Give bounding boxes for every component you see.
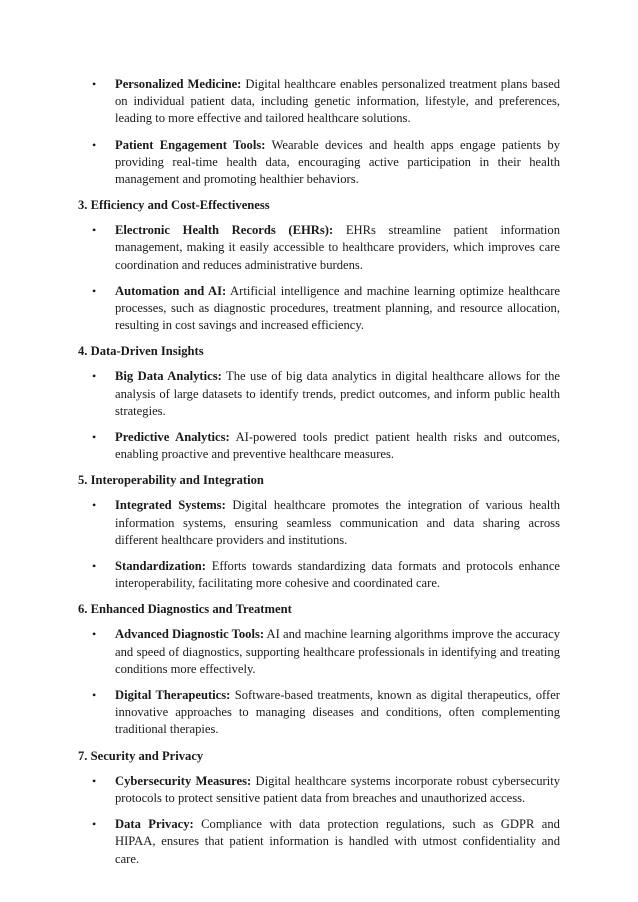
section-heading: 3. Efficiency and Cost-Effectiveness	[78, 198, 270, 213]
item-term: Automation and AI:	[115, 283, 227, 298]
section-interoperability	[78, 472, 560, 592]
item-text: Artificial intelligence and machine learning optimize healthcare processes, such as diagnostic procedures, treatment planning, and resource allocation, resulting in cost savings and increased efficiency.	[115, 283, 560, 333]
item-term: Standardization:	[115, 559, 206, 574]
section-heading: 7. Security and Privacy	[78, 748, 204, 763]
list-item	[78, 497, 560, 549]
bullet-icon: •	[92, 817, 97, 832]
list-item	[78, 429, 560, 463]
section-heading: 4. Data-Driven Insights	[78, 344, 204, 359]
list-item	[78, 626, 560, 678]
list-item	[78, 222, 560, 274]
item-term: Personalized Medicine:	[115, 77, 242, 91]
list-item	[78, 687, 560, 739]
section-diagnostics	[78, 601, 560, 738]
bullet-icon: •	[92, 498, 97, 513]
item-text: The use of big data analytics in digital healthcare allows for the analysis of large datasets to identify trends, predict outcomes, and inform public health strategies.	[115, 369, 561, 418]
bullet-icon: •	[92, 430, 97, 445]
list-item	[78, 773, 560, 807]
item-term: Integrated Systems:	[115, 498, 226, 513]
section-data-driven	[78, 343, 560, 463]
item-text: Efforts towards standardizing data formats and protocols enhance interoperability, facilitating more cohesive and coordinated care.	[115, 559, 560, 591]
item-term: Digital Therapeutics:	[115, 688, 231, 703]
item-term: Big Data Analytics:	[115, 369, 222, 384]
bullet-icon: •	[92, 77, 97, 91]
bullet-icon: •	[92, 773, 97, 788]
item-term: Predictive Analytics:	[115, 430, 230, 445]
item-term: Cybersecurity Measures:	[115, 773, 252, 788]
bullet-icon: •	[92, 559, 97, 574]
item-text: AI-powered tools predict patient health risks and outcomes, enabling proactive and preventive healthcare measures.	[115, 430, 560, 462]
list-item	[78, 76, 560, 128]
bullet-icon: •	[92, 627, 97, 642]
item-text: AI and machine learning algorithms improve the accuracy and speed of diagnostics, supporting healthcare professionals in identifying and treating conditions more effectively.	[115, 627, 560, 676]
bullet-icon: •	[92, 223, 97, 238]
item-text: Digital healthcare promotes the integration of various health information systems, ensuring seamless communication and data sharing across different healthcare providers and institutions.	[115, 498, 560, 547]
list-item	[78, 816, 560, 868]
bullet-icon: •	[92, 283, 97, 298]
bullet-icon: •	[92, 688, 97, 703]
item-text: EHRs streamline patient information management, making it easily accessible to healthcare providers, which improves care coordination and reduces administrative burdens.	[115, 223, 561, 272]
item-term: Advanced Diagnostic Tools:	[115, 627, 265, 642]
bullet-icon: •	[92, 369, 97, 384]
item-text: Compliance with data protection regulations, such as GDPR and HIPAA, ensures that patient information is handled with utmost confidentiality and care.	[115, 817, 560, 866]
item-term: Data Privacy:	[115, 817, 194, 832]
section-heading: 6. Enhanced Diagnostics and Treatment	[78, 602, 292, 617]
item-term: Patient Engagement Tools:	[115, 137, 266, 152]
list-item	[78, 137, 560, 189]
list-item	[78, 283, 560, 335]
bullet-icon: •	[92, 137, 97, 152]
document-body	[78, 76, 560, 877]
intro-list	[78, 76, 560, 188]
section-efficiency	[78, 197, 560, 334]
item-text: Software-based treatments, known as digital therapeutics, offer innovative approaches to managing diseases and conditions, often complementing traditional therapies.	[115, 688, 560, 737]
section-heading: 5. Interoperability and Integration	[78, 473, 264, 488]
list-item	[78, 558, 560, 592]
item-text: Digital healthcare enables personalized treatment plans based on individual patient data, including genetic information, lifestyle, and preferences, leading to more effective and tailored healthcare solutions.	[115, 77, 560, 126]
item-text: Wearable devices and health apps engage patients by providing real-time health data, encouraging active participation in their health management and promoting healthier behaviors.	[115, 137, 560, 187]
item-term: Electronic Health Records (EHRs):	[115, 223, 334, 238]
section-security	[78, 748, 560, 868]
list-item	[78, 368, 560, 420]
item-text: Digital healthcare systems incorporate robust cybersecurity protocols to protect sensitive patient data from breaches and unauthorized access.	[115, 773, 560, 805]
